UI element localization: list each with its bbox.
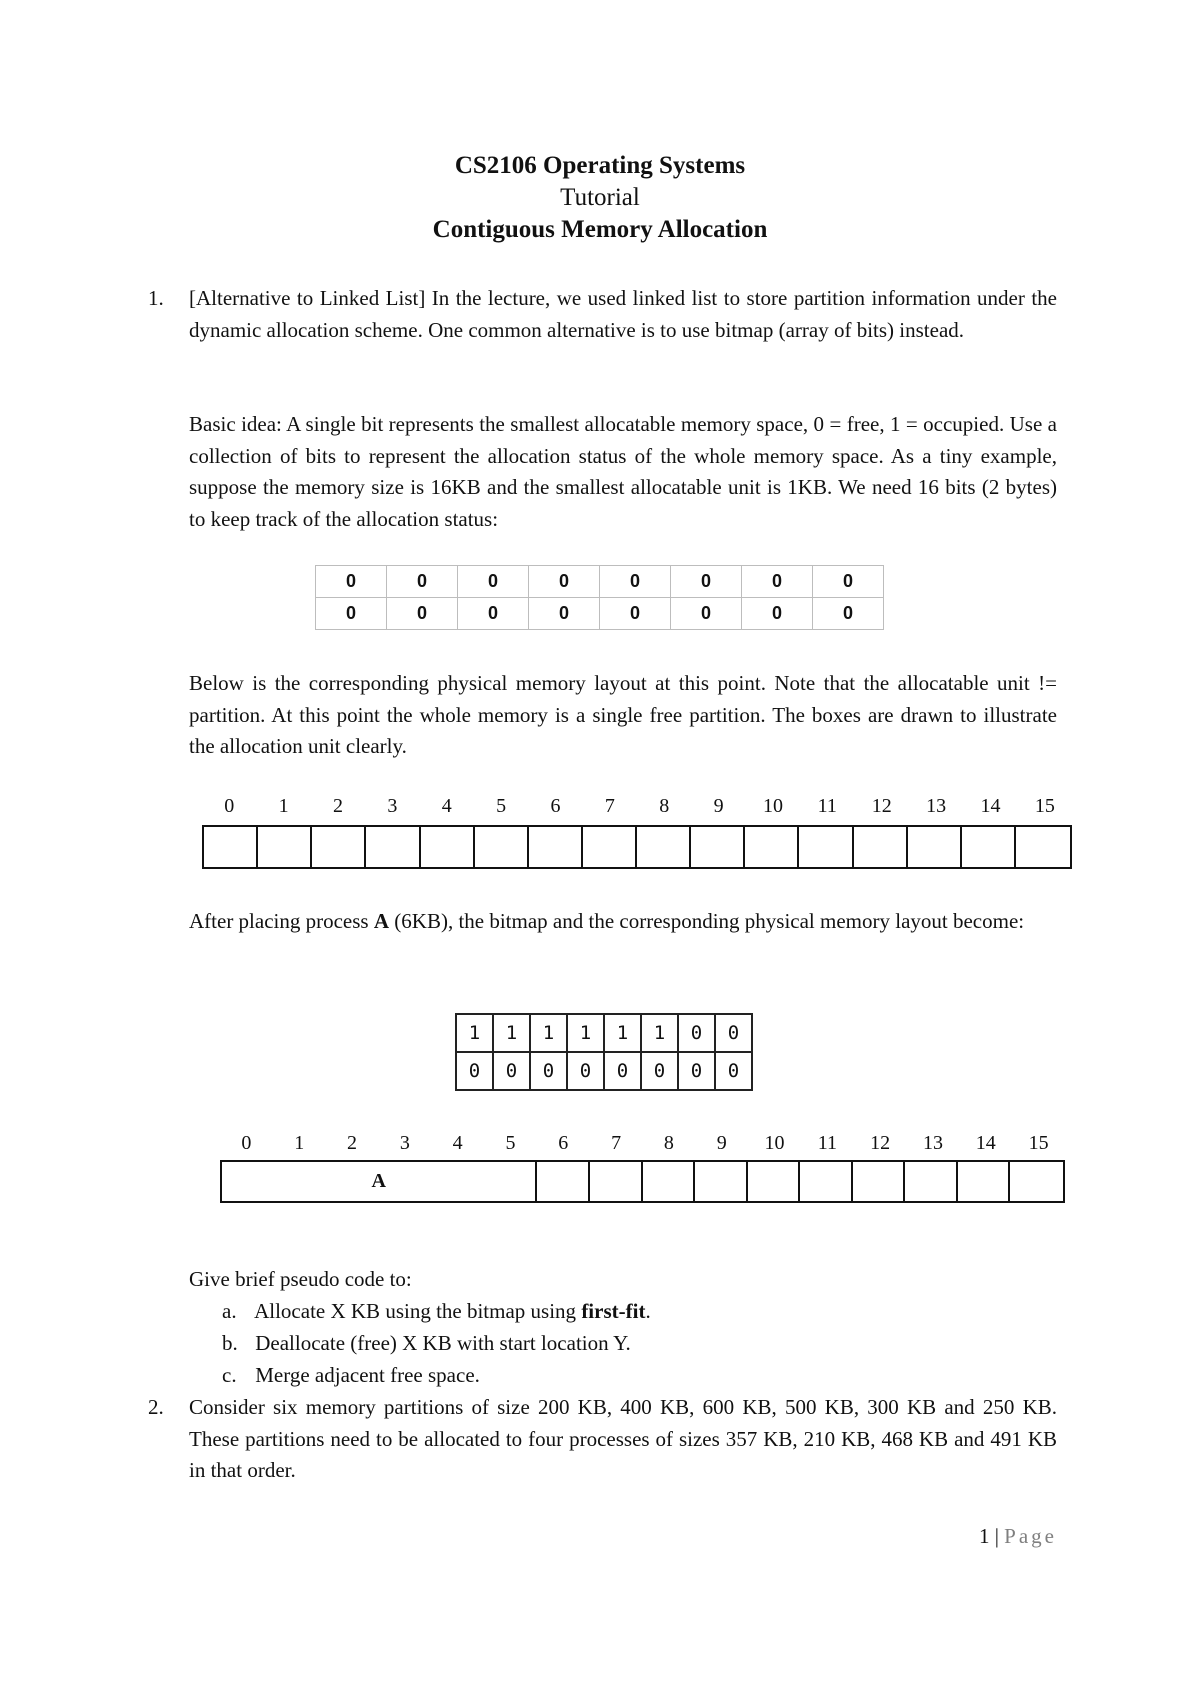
memory-unit xyxy=(799,827,853,867)
q1-layout-text: Below is the corresponding physical memory layout at this point. Note that the allocatable unit != partition. At this point the whole memory is a single free partition. The boxes are drawn to illustrate the allocation unit clearly. xyxy=(189,671,1057,758)
memory-unit xyxy=(529,827,583,867)
unit-label: 4 xyxy=(441,795,452,817)
bitmap-bit: 1 xyxy=(604,1014,641,1052)
bitmap-bit: 0 xyxy=(604,1052,641,1090)
unit-label: 14 xyxy=(980,795,1001,817)
q1-basic-idea: Basic idea: A single bit represents the smallest allocatable memory space, 0 = free, 1 = occupied. Use a collection of bits to represent the allocation status of the whole memory space. As a tiny example, suppose the memory size is 16KB and the smallest allocatable unit is 1KB. We need 16 bits (2 bytes) to keep track of the allocation status: xyxy=(189,412,1057,531)
bitmap-bit: 0 xyxy=(316,598,387,630)
memory-unit xyxy=(204,827,258,867)
memory-unit xyxy=(1016,827,1070,867)
unit-label: 0 xyxy=(241,1132,252,1154)
unit-label: 2 xyxy=(332,795,343,817)
bitmap-bit: 0 xyxy=(456,1052,493,1090)
bitmap-bit: 1 xyxy=(493,1014,530,1052)
memory-layout-initial xyxy=(202,825,1072,869)
sub-label: a. xyxy=(222,1299,237,1323)
question-number-2: 2. xyxy=(148,1395,164,1419)
unit-label: 11 xyxy=(817,795,837,817)
memory-unit xyxy=(853,1162,906,1201)
unit-label: 12 xyxy=(871,795,892,817)
unit-label: 9 xyxy=(713,795,724,817)
bitmap-bit: 1 xyxy=(641,1014,678,1052)
unit-label: 13 xyxy=(926,795,947,817)
question-number-1: 1. xyxy=(148,286,164,310)
bitmap-bit: 0 xyxy=(671,598,742,630)
memory-unit xyxy=(475,827,529,867)
unit-label: 4 xyxy=(452,1132,463,1154)
memory-unit xyxy=(958,1162,1011,1201)
memory-unit xyxy=(748,1162,801,1201)
unit-label: 13 xyxy=(922,1132,943,1154)
doc-type: Tutorial xyxy=(560,184,640,211)
bitmap-bit: 0 xyxy=(742,566,813,598)
sub-item-a xyxy=(222,1296,651,1328)
memory-unit xyxy=(908,827,962,867)
after-text-pre: After placing process xyxy=(189,909,374,933)
unit-label: 7 xyxy=(611,1132,622,1154)
bitmap-bit: 0 xyxy=(493,1052,530,1090)
sub-item-c xyxy=(222,1360,480,1392)
sub-text: Merge adjacent free space. xyxy=(255,1363,480,1387)
bitmap-after xyxy=(455,1013,753,1091)
sub-text: Deallocate (free) X KB with start location Y. xyxy=(255,1331,631,1355)
page-word: Page xyxy=(1004,1524,1057,1548)
bitmap-row xyxy=(456,1052,752,1090)
memory-unit xyxy=(691,827,745,867)
bitmap-bit: 0 xyxy=(813,566,884,598)
bitmap-bit: 0 xyxy=(600,598,671,630)
sub-bold: first-fit xyxy=(581,1299,646,1323)
unit-label: 7 xyxy=(604,795,615,817)
sub-label: c. xyxy=(222,1363,237,1387)
bitmap-bit: 0 xyxy=(316,566,387,598)
memory-layout-after xyxy=(220,1160,1065,1203)
page-footer xyxy=(979,1524,1057,1549)
bitmap-bit: 0 xyxy=(641,1052,678,1090)
unit-label: 8 xyxy=(663,1132,674,1154)
unit-label: 5 xyxy=(505,1132,516,1154)
bitmap-bit: 0 xyxy=(529,598,600,630)
q1-after-text xyxy=(189,906,1057,938)
memory-unit xyxy=(745,827,799,867)
bitmap-bit: 1 xyxy=(456,1014,493,1052)
bitmap-bit: 0 xyxy=(678,1014,715,1052)
bitmap-bit: 0 xyxy=(678,1052,715,1090)
unit-label: 5 xyxy=(496,795,507,817)
q1-give-text: Give brief pseudo code to: xyxy=(189,1267,412,1291)
bitmap-bit: 0 xyxy=(387,598,458,630)
unit-label: 9 xyxy=(716,1132,727,1154)
unit-label: 2 xyxy=(347,1132,358,1154)
memory-unit xyxy=(366,827,420,867)
unit-label: 1 xyxy=(294,1132,305,1154)
partition-a: A xyxy=(222,1162,537,1201)
unit-label: 10 xyxy=(762,795,783,817)
unit-label: 11 xyxy=(817,1132,837,1154)
unit-labels-after xyxy=(220,1132,1065,1158)
unit-label: 6 xyxy=(550,795,561,817)
bitmap-bit: 0 xyxy=(458,598,529,630)
unit-label: 12 xyxy=(870,1132,891,1154)
memory-unit xyxy=(800,1162,853,1201)
topic-title: Contiguous Memory Allocation xyxy=(432,216,768,243)
memory-unit xyxy=(583,827,637,867)
q1-intro: [Alternative to Linked List] In the lecture, we used linked list to store partition information under the dynamic allocation scheme. One common alternative is to use bitmap (array of bits) instead. xyxy=(189,286,1057,342)
memory-unit xyxy=(637,827,691,867)
unit-label: 6 xyxy=(558,1132,569,1154)
bitmap-bit: 0 xyxy=(715,1052,752,1090)
after-text-post: (6KB), the bitmap and the corresponding physical memory layout become: xyxy=(389,909,1025,933)
unit-label: 0 xyxy=(224,795,235,817)
unit-label: 1 xyxy=(278,795,289,817)
memory-unit xyxy=(1010,1162,1063,1201)
bitmap-initial xyxy=(315,565,884,630)
unit-label: 10 xyxy=(764,1132,785,1154)
bitmap-bit: 1 xyxy=(567,1014,604,1052)
bitmap-bit: 0 xyxy=(567,1052,604,1090)
bitmap-bit: 0 xyxy=(813,598,884,630)
title-block xyxy=(0,150,1200,246)
bitmap-bit: 0 xyxy=(715,1014,752,1052)
memory-unit xyxy=(854,827,908,867)
memory-unit xyxy=(537,1162,590,1201)
memory-unit xyxy=(695,1162,748,1201)
bitmap-bit: 0 xyxy=(600,566,671,598)
course-title: CS2106 Operating Systems xyxy=(454,152,746,179)
page-number: 1 xyxy=(978,1524,990,1548)
memory-unit xyxy=(312,827,366,867)
bitmap-bit: 0 xyxy=(742,598,813,630)
unit-label: 3 xyxy=(399,1132,410,1154)
unit-labels-initial xyxy=(202,795,1072,821)
unit-label: 8 xyxy=(659,795,670,817)
bitmap-row xyxy=(456,1014,752,1052)
bitmap-bit: 0 xyxy=(387,566,458,598)
memory-unit xyxy=(421,827,475,867)
bitmap-row xyxy=(316,598,884,630)
page-separator: | xyxy=(994,1524,999,1548)
memory-unit xyxy=(962,827,1016,867)
bitmap-bit: 0 xyxy=(529,566,600,598)
sub-post: . xyxy=(645,1299,651,1323)
sub-item-b xyxy=(222,1328,631,1360)
bitmap-bit: 0 xyxy=(458,566,529,598)
bitmap-bit: 1 xyxy=(530,1014,567,1052)
memory-unit xyxy=(643,1162,696,1201)
bitmap-row xyxy=(316,566,884,598)
memory-unit xyxy=(905,1162,958,1201)
bitmap-bit: 0 xyxy=(671,566,742,598)
sub-text: Allocate X KB using the bitmap using xyxy=(254,1299,582,1323)
unit-label: 3 xyxy=(387,795,398,817)
unit-label: 15 xyxy=(1028,1132,1049,1154)
bitmap-bit: 0 xyxy=(530,1052,567,1090)
memory-unit xyxy=(258,827,312,867)
unit-label: 14 xyxy=(975,1132,996,1154)
memory-unit xyxy=(590,1162,643,1201)
after-text-proc: A xyxy=(373,909,390,933)
sub-label: b. xyxy=(222,1331,238,1355)
q2-text: Consider six memory partitions of size 200 KB, 400 KB, 600 KB, 500 KB, 300 KB and 250 KB. These partitions need to be allocated to four processes of sizes 357 KB, 210 KB, 468 KB and 491 KB in that order. xyxy=(189,1395,1057,1482)
unit-label: 15 xyxy=(1034,795,1055,817)
